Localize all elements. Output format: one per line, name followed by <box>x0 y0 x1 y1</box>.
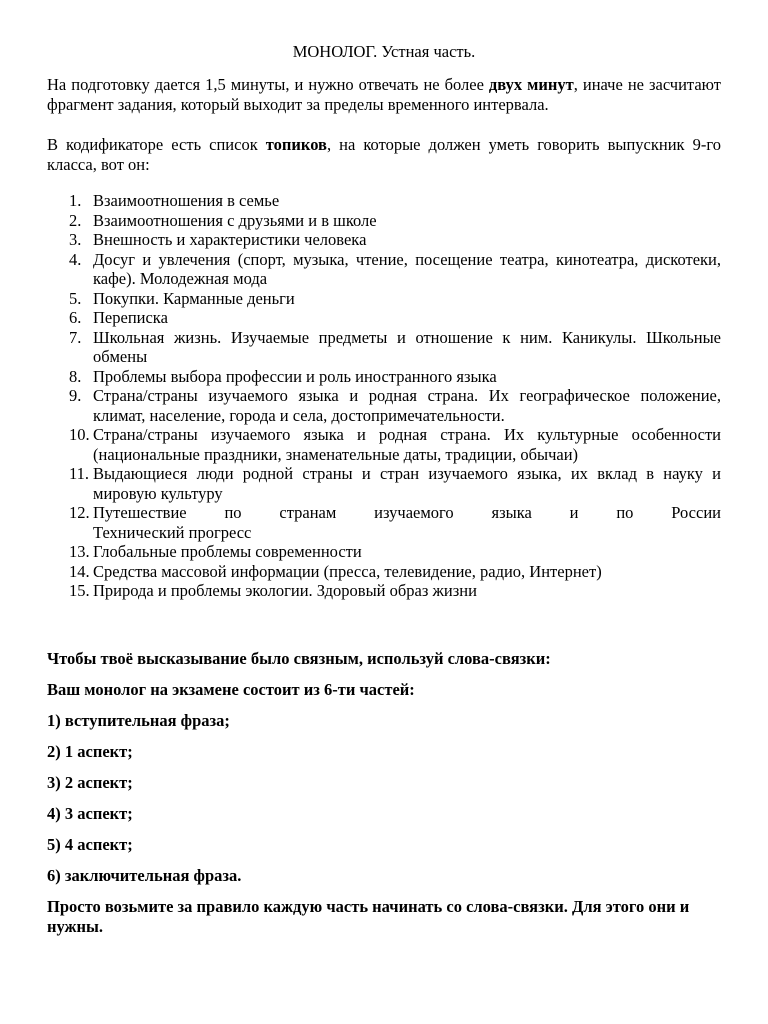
list-item-text: Досуг и увлечения (спорт, музыка, чтение, посещение театра, кинотеатра, дискотеки, кафе). Молодежная мода <box>93 249 721 288</box>
list-item <box>69 542 721 562</box>
list-item <box>69 211 721 231</box>
list-item-number: 14. <box>69 561 90 581</box>
list-item <box>69 464 721 503</box>
topics-intro-text-end: , на которые должен уметь говорить выпускник 9-го класса, вот он: <box>47 135 721 174</box>
list-item <box>69 230 721 250</box>
list-item-number: 12. <box>69 503 90 522</box>
list-item-text: Покупки. Карманные деньги <box>93 288 295 308</box>
list-item <box>69 328 721 367</box>
list-item <box>69 503 721 542</box>
topics-intro-paragraph <box>47 135 721 175</box>
structure-heading: Ваш монолог на экзамене состоит из 6-ти частей: <box>47 679 415 699</box>
list-item-text: Страна/страны изучаемого языка и родная страна. Их географическое положение, климат, население, города и села, достопримечательности. <box>93 386 721 425</box>
closing-paragraph: Просто возьмите за правило каждую часть начинать со слова-связки. Для этого они и нужны. <box>47 896 690 936</box>
part-item: 6) заключительная фраза. <box>47 865 242 885</box>
topics-intro-bold-phrase: топиков <box>265 135 327 154</box>
list-item <box>69 191 721 211</box>
list-item-text: Переписка <box>93 308 168 327</box>
list-item-number: 4. <box>69 249 82 269</box>
part-item: 4) 3 аспект; <box>47 803 133 823</box>
connectors-heading: Чтобы твоё высказывание было связным, используй слова-связки: <box>47 648 551 668</box>
list-item <box>69 289 721 309</box>
list-item-number: 3. <box>69 230 82 249</box>
list-item-number: 10. <box>69 425 90 444</box>
monologue-structure-section <box>47 649 721 937</box>
list-item-text: Страна/страны изучаемого языка и родная страна. Их культурные особенности (национальные праздники, знаменательные даты, традиции, обычаи) <box>93 425 721 464</box>
list-item-number: 13. <box>69 542 90 561</box>
list-item <box>69 250 721 289</box>
part-item: 5) 4 аспект; <box>47 834 133 854</box>
intro-text-start: На подготовку дается 1,5 минуты, и нужно отвечать не более <box>47 75 489 94</box>
part-item: 2) 1 аспект; <box>47 741 133 761</box>
list-item-number: 11. <box>69 464 90 483</box>
list-item-text: Взаимоотношения в семье <box>93 191 280 210</box>
part-item: 1) вступительная фраза; <box>47 710 230 730</box>
list-item-number: 2. <box>69 210 82 230</box>
list-item <box>69 386 721 425</box>
list-item-text: Средства массовой информации (пресса, телевидение, радио, Интернет) <box>93 561 602 581</box>
list-item-number: 1. <box>69 191 82 210</box>
list-item-text-line-1: Путешествие по странам изучаемого языка и по России <box>93 503 721 522</box>
list-item <box>69 308 721 328</box>
list-item-text-multiline <box>93 503 721 542</box>
intro-text-end: , иначе не засчитают фрагмент задания, который выходит за пределы временного интервала. <box>47 75 721 114</box>
list-item <box>69 425 721 464</box>
list-item-number: 9. <box>69 386 82 405</box>
list-item <box>69 367 721 387</box>
intro-paragraph <box>47 75 721 115</box>
list-item-text: Выдающиеся люди родной страны и стран изучаемого языка, их вклад в науку и мировую культуру <box>93 464 721 503</box>
list-item-number: 7. <box>69 327 82 347</box>
part-item: 3) 2 аспект; <box>47 772 133 792</box>
intro-bold-phrase: двух минут <box>488 75 574 94</box>
list-item-text: Внешность и характеристики человека <box>93 230 367 249</box>
list-item-number: 5. <box>69 288 82 308</box>
list-item-text: Взаимоотношения с друзьями и в школе <box>93 210 377 230</box>
list-item-number: 6. <box>69 308 82 327</box>
list-item-text: Природа и проблемы экологии. Здоровый образ жизни <box>93 581 477 600</box>
list-item-number: 15. <box>69 581 90 600</box>
list-item-text-line-2: Технический прогресс <box>93 522 252 542</box>
list-item <box>69 581 721 601</box>
topic-list <box>69 191 721 601</box>
list-item-number: 8. <box>69 366 82 386</box>
page-title: МОНОЛОГ. Устная часть. <box>292 42 476 61</box>
topics-intro-text-start: В кодификаторе есть список <box>47 135 266 154</box>
list-item <box>69 562 721 582</box>
list-item-text: Глобальные проблемы современности <box>93 542 362 561</box>
list-item-text: Школьная жизнь. Изучаемые предметы и отношение к ним. Каникулы. Школьные обмены <box>93 327 721 366</box>
list-item-text: Проблемы выбора профессии и роль иностранного языка <box>93 366 497 386</box>
